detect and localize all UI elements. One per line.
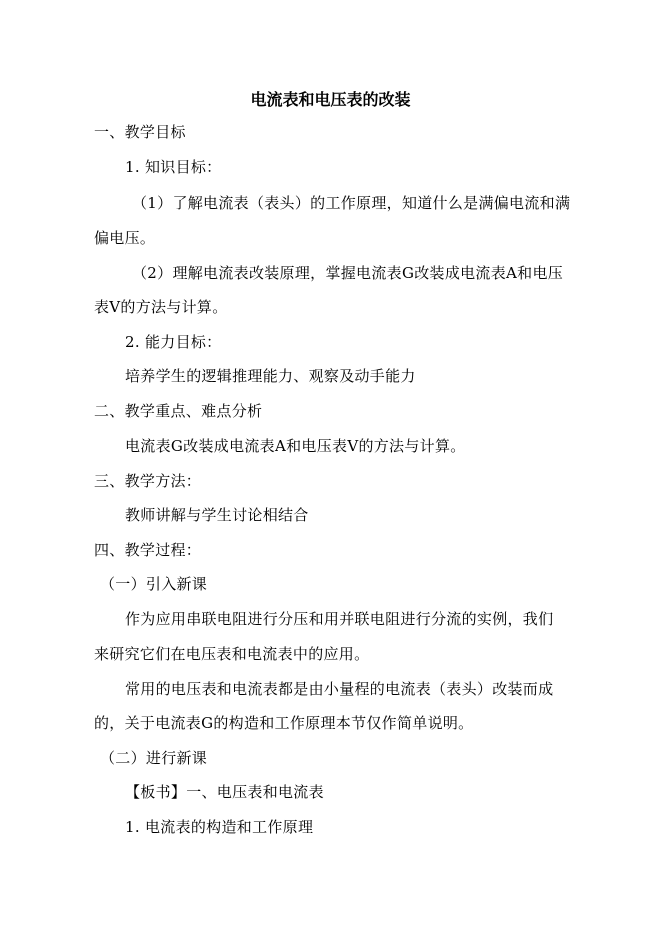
paragraph-line: 1. 电流表的构造和工作原理: [125, 818, 314, 836]
paragraph-line: 教师讲解与学生讨论相结合: [125, 506, 309, 524]
section-heading-methods: 三、教学方法：: [94, 472, 202, 490]
paragraph-line: 的，关于电流表G的构造和工作原理本节仅作简单说明。: [94, 714, 474, 732]
paragraph-line: 作为应用串联电阻进行分压和用并联电阻进行分流的实例，我们: [125, 610, 554, 628]
subsection-heading-new-lesson: （二）进行新课: [100, 749, 208, 767]
ability-goal-heading: 2. 能力目标：: [125, 333, 222, 351]
paragraph-line: 来研究它们在电压表和电流表中的应用。: [94, 645, 370, 663]
paragraph-line: 偏电压。: [94, 229, 156, 247]
blackboard-heading: 【板书】一、电压表和电流表: [125, 783, 324, 801]
paragraph-line: 常用的电压表和电流表都是由小量程的电流表（表头）改装而成: [125, 680, 554, 698]
document-title: 电流表和电压表的改装: [250, 90, 411, 109]
section-heading-process: 四、教学过程：: [94, 541, 202, 559]
paragraph-line: （2）理解电流表改装原理，掌握电流表G改装成电流表A和电压: [132, 264, 564, 282]
section-heading-objectives: 一、教学目标: [94, 123, 186, 141]
paragraph-line: 表V的方法与计算。: [94, 298, 228, 316]
knowledge-goal-heading: 1. 知识目标：: [125, 158, 222, 176]
subsection-heading-intro: （一）引入新课: [100, 575, 208, 593]
section-heading-key-points: 二、教学重点、难点分析: [94, 402, 263, 420]
paragraph-line: 电流表G改装成电流表A和电压表V的方法与计算。: [125, 437, 466, 455]
paragraph-line: 培养学生的逻辑推理能力、观察及动手能力: [125, 367, 416, 385]
paragraph-line: （1）了解电流表（表头）的工作原理，知道什么是满偏电流和满: [132, 194, 571, 212]
